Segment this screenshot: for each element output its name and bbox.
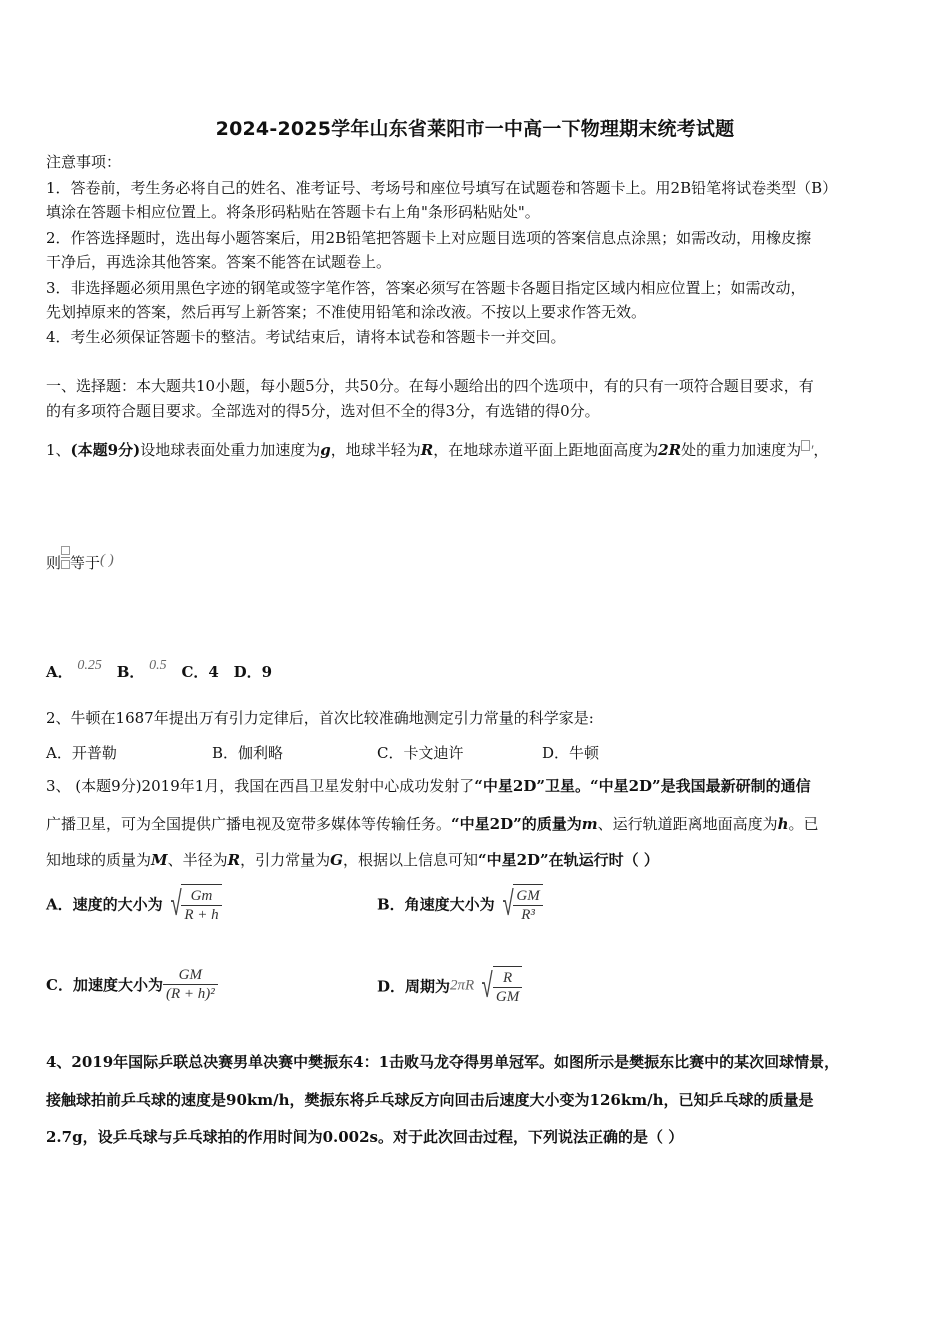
fraction-placeholder-icon <box>61 544 70 571</box>
q1-paren: ( ) <box>100 552 114 568</box>
q3-option-a-den: R + h <box>181 905 221 924</box>
q3-line-1 <box>46 776 811 796</box>
q1-option-c-value: 4 <box>208 663 219 681</box>
q4-line-3: 2.7g，设乒乓球与乒乓球拍的作用时间为0.002s。对于此次回击过程，下列说法正确的是（ ） <box>46 1128 684 1146</box>
q3-line3-b: 、半径为 <box>167 851 228 869</box>
q1-then-label: 则 <box>46 554 62 572</box>
q3-line2-c: 、运行轨道距离地面高度为 <box>597 815 778 833</box>
placeholder-image-icon <box>801 440 810 451</box>
q3-option-c-label: C．加速度大小为 <box>46 976 163 994</box>
q2-option-b: B．伽利略 <box>212 744 284 762</box>
q3-option-a <box>46 884 222 924</box>
q3-option-d-fraction <box>493 969 522 1006</box>
sqrt-symbol-icon: √ $\frac{GM}{\text{R³}}$ <box>495 884 543 924</box>
q3-line1-c: “中星2D”是我国最新研制的通信 <box>589 777 811 795</box>
q3-option-b-fraction <box>513 887 542 924</box>
q1-option-c-label: C． <box>181 663 209 681</box>
q3-line-3 <box>46 850 659 870</box>
q1-var-g: g <box>320 441 331 459</box>
q3-line2-a: 广播卫星，可为全国提供广播电视及宽带多媒体等传输任务。 <box>46 815 452 833</box>
q3-option-b <box>377 884 543 924</box>
q3-option-c <box>46 966 218 1003</box>
q3-var-bigm: M <box>151 851 168 869</box>
q1-option-d-label: D． <box>233 663 262 681</box>
q3-line-2 <box>46 814 819 834</box>
q2-option-c: C．卡文迪许 <box>377 744 464 762</box>
q3-line1-a: 3、 (本题9分)2019年1月，我国在西昌卫星发射中心成功发射了 <box>46 777 475 795</box>
q3-var-r: R <box>227 851 241 869</box>
q1-option-d-value: 9 <box>261 663 273 681</box>
sqrt-symbol-icon: √ $\frac{Gm}{R + h}$ <box>163 884 222 924</box>
q1-text-a: 设地球表面处重力加速度为 <box>140 441 321 459</box>
q3-option-d <box>377 966 522 1006</box>
q4-line-1: 4、2019年国际乒联总决赛男单决赛中樊振东4：1击败马龙夺得男单冠军。如图所示是樊振东比赛中的某次回球情景， <box>46 1053 840 1071</box>
q3-line2-b: “中星2D”的质量为 <box>451 815 582 833</box>
q1-text-d: 处的重力加速度为 <box>681 441 802 459</box>
notice-line-6: 先划掉原来的答案，然后再写上新答案；不准使用铅笔和涂改液。不按以上要求作答无效。 <box>46 303 647 321</box>
q3-option-b-den: R³ <box>513 905 542 924</box>
q3-option-b-label: B．角速度大小为 <box>377 895 495 914</box>
section1-line-1: 一、选择题：本大题共10小题，每小题5分，共50分。在每小题给出的四个选项中，有的只有一项符合题目要求，有 <box>46 377 814 395</box>
q3-line2-d: 。已 <box>788 815 819 833</box>
q3-option-a-fraction <box>181 887 221 924</box>
q3-option-a-label: A．速度的大小为 <box>46 895 163 914</box>
notice-line-4: 干净后，再选涂其他答案。答案不能答在试题卷上。 <box>46 253 392 271</box>
q3-var-m: m <box>581 815 598 833</box>
q1-then <box>46 550 114 573</box>
q1-tag: (本题9分) <box>70 441 141 459</box>
q3-line1-b: “中星2D”卫星。 <box>474 777 590 795</box>
q3-option-d-prefix: 2πR <box>450 977 475 994</box>
notice-line-1: 1．答卷前，考生务必将自己的姓名、准考证号、考场号和座位号填写在试题卷和答题卡上。用2B铅笔将试卷类型（B） <box>46 179 838 197</box>
section1-line-2: 的有多项符合题目要求。全部选对的得5分，选对但不全的得3分，有选错的得0分。 <box>46 402 600 420</box>
q1-stem <box>46 440 828 461</box>
q3-option-d-num: R <box>502 970 513 986</box>
q1-options <box>46 656 272 682</box>
notice-heading: 注意事项： <box>46 153 122 171</box>
q3-option-c-num: GM <box>178 967 202 983</box>
page-title: 2024-2025学年山东省莱阳市一中高一下物理期末统考试题 <box>215 118 735 140</box>
q4-line-2: 接触球拍前乒乓球的速度是90km/h，樊振东将乒乓球反方向回击后速度大小变为126km/h，已知乒乓球的质量是 <box>46 1091 814 1109</box>
q3-option-d-label: D．周期为 <box>377 977 451 996</box>
q1-option-a-label: A． <box>46 663 73 681</box>
q1-number: 1、 <box>46 441 71 459</box>
q1-var-r: R <box>420 441 434 459</box>
q3-option-c-fraction <box>163 966 218 1003</box>
q3-option-c-den: (R + h)² <box>163 984 218 1003</box>
q1-option-b-label: B． <box>116 663 145 681</box>
notice-line-5: 3．非选择题必须用黑色字迹的钢笔或签字笔作答，答案必须写在答题卡各题目指定区域内相应位置上；如需改动， <box>46 279 806 297</box>
q1-prime: ′ <box>810 443 814 459</box>
q3-line3-e: “中星2D”在轨运行时（ ） <box>477 851 659 869</box>
q2-option-d: D．牛顿 <box>542 744 600 762</box>
q3-line3-a: 知地球的质量为 <box>46 851 152 869</box>
q3-line3-d: ，根据以上信息可知 <box>342 851 478 869</box>
notice-line-2: 填涂在答题卡相应位置上。将条形码粘贴在答题卡右上角"条形码粘贴处"。 <box>46 203 540 221</box>
q1-var-2r: 2R <box>658 441 682 459</box>
sqrt-symbol-icon: √ $\frac{R}{GM}$ <box>474 966 522 1006</box>
q2-option-a: A．开普勒 <box>46 744 117 762</box>
q3-option-b-num: GM <box>516 888 540 904</box>
q1-comma: ， <box>813 441 829 459</box>
q3-option-d-den: GM <box>493 987 522 1006</box>
q3-var-g: G <box>330 851 343 869</box>
notice-line-3: 2．作答选择题时，选出每小题答案后，用2B铅笔把答题卡上对应题目选项的答案信息点涂黑；如需改动，用橡皮擦 <box>46 229 812 247</box>
q1-equals: 等于 <box>70 554 101 572</box>
notice-line-7: 4．考生必须保证答题卡的整洁。考试结束后，请将本试卷和答题卡一并交回。 <box>46 328 566 346</box>
q1-option-a-value: 0.25 <box>77 658 102 673</box>
q3-option-a-num: Gm <box>190 888 213 904</box>
q3-var-h: h <box>777 815 789 833</box>
q1-text-c: ，在地球赤道平面上距地面高度为 <box>433 441 659 459</box>
q2-stem: 2、牛顿在1687年提出万有引力定律后，首次比较准确地测定引力常量的科学家是: <box>46 709 594 727</box>
q1-option-b-value: 0.5 <box>149 658 167 673</box>
q1-text-b: ，地球半轻为 <box>330 441 421 459</box>
q3-line3-c: ，引力常量为 <box>240 851 331 869</box>
